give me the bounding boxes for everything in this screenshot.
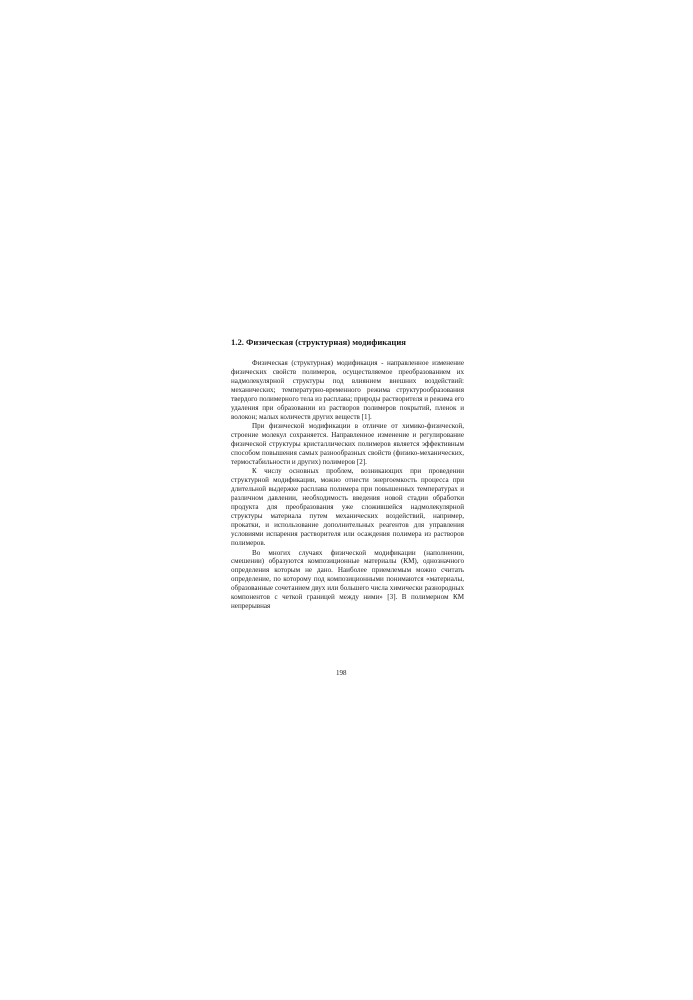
- section-title: 1.2. Физическая (структурная) модификация: [231, 337, 406, 347]
- page-number: 198: [336, 669, 347, 677]
- paragraph-1: Физическая (структурная) модификация - направленное изменение физических свойств полимеров, осуществляемое преобразованием их надмолекулярной структуры под влиянием внешних воздействий: механических; температурно-временного режима структурообразования твердого полимерного тела из расплава; природы растворителя и режима его удаления при образовании из растворов полимеров покрытий, пленок и волокон; малых количеств других веществ [1].: [231, 359, 464, 421]
- paragraph-2: При физической модификации в отличие от химико-физической, строение молекул сохраняется. Направленное изменение и регулирование физической структуры кристаллических полимеров является эффективным способом повышения самых разнообразных свойств (физико-механических, термостабильности и других) полимеров [2].: [231, 422, 464, 466]
- paragraph-3: К числу основных проблем, возникающих при проведении структурной модификации, можно отнести энергоемкость процесса при длительной выдержке расплава полимера при повышенных температурах и различном давлении, необходимость введения новой стадии обработки продукта для преобразования уже сложившейся надмолекулярной структуры материала путем механических воздействий, например, прокатки, и использование дополнительных реагентов для управления условиями испарения растворителя или осаждения полимера из растворов полимеров.: [231, 467, 464, 548]
- paragraph-4: Во многих случаях физической модификации (наполнении, смешении) образуются композиционные материалы (КМ), однозначного определения которым не дано. Наиболее приемлемым можно считать определение, по которому под композиционными понимаются «материалы, образованные сочетанием двух или большего числа химически разнородных компонентов с четкой границей между ними» [3]. В полимерном КМ непрерывная: [231, 548, 464, 611]
- body-text: [231, 359, 464, 611]
